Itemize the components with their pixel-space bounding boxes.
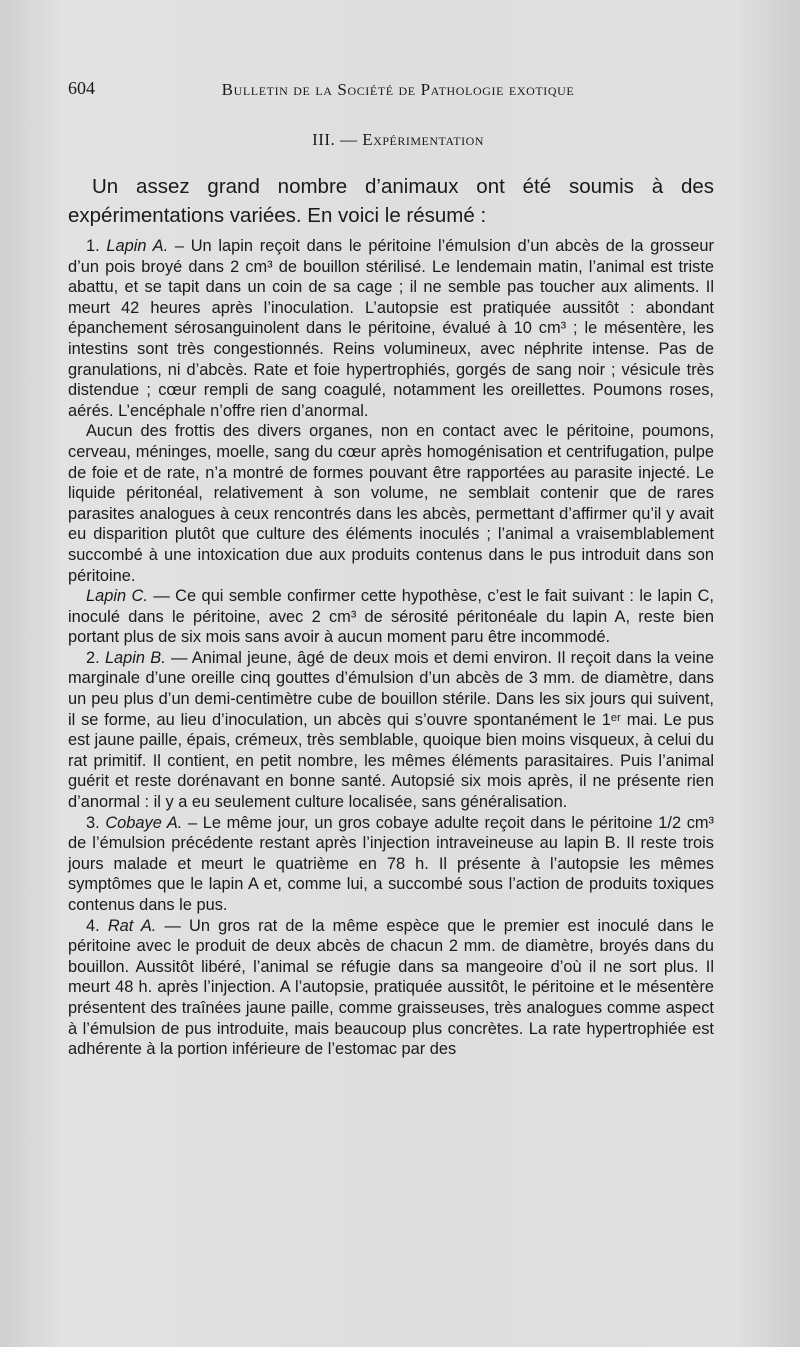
section-title: III. — Expérimentation: [312, 130, 484, 149]
paragraph-cobaye-a: [68, 813, 714, 916]
paragraph-text: — Un gros rat de la même espèce que le premier est inoculé dans le péritoine avec le produit de deux abcès de chacun 2 mm. de diamètre, broyés dans du bouillon. Aussitôt libéré, l’animal se réfugie dans sa mangeoire d’où il ne sort plus. Il meurt 48 h. après l’injection. A l’autopsie, pratiquée aussitôt, le péritoine et le mésentère présentent des traînées jaune paille, comme graisseuses, très analogues comme aspect à l’émulsion de pus introduite, mais beaucoup plus concrètes. La rate hypertrophiée est adhérente à la portion inférieure de l’estomac par des: [68, 916, 714, 1059]
page-number: 604: [68, 78, 95, 98]
paragraph-number: 4.: [86, 916, 108, 935]
paragraph-rat-a: [68, 916, 714, 1060]
paragraph-label: Lapin B.: [104, 648, 166, 667]
paragraph-text: – Le même jour, un gros cobaye adulte reçoit dans le péritoine 1/2 cm³ de l’émulsion précédente restant après l’injection intraveineuse au lapin B. Il reste trois jours malade et meurt le quatrième en 78 h. Il présente à l’autopsie les mêmes symptômes que le lapin A et, comme lui, a succombé sous l’action de produits toxiques contenus dans le pus.: [68, 813, 715, 914]
paragraph-label: Lapin A.: [106, 237, 169, 255]
intro-paragraph: Un assez grand nombre d’animaux ont été soumis à des expérimentations variées. En voici le résumé :: [68, 175, 714, 227]
paragraph-label: Rat A.: [107, 916, 157, 935]
paragraph-lapin-a: [68, 236, 714, 421]
body-text: [68, 236, 714, 1060]
paragraph-text: – Un lapin reçoit dans le péritoine l’émulsion d’un abcès de la grosseur d’un pois broyé dans 2 cm³ de bouillon stérilisé. Le lendemain matin, l’animal est triste abattu, et se tapit dans un coin de sa cage ; il ne semble pas toucher aux aliments. Il meurt 42 heures après l’inoculation. L’autopsie est pratiquée aussitôt : abondant épanchement sérosanguinolent dans le péritoine, évalué à 10 cm³ ; le mésentère, les intestins sont très congestionnés. Reins volumineux, avec néphrite intense. Pas de granulations, ni d’abcès. Rate et foie hypertrophiés, gorgés de sang noir ; vésicule très distendue ; cœur rempli de sang coagulé, notamment les oreillettes. Poumons roses, aérés. L’encéphale n’offre rien d’anormal.: [68, 237, 714, 420]
paragraph-label: Lapin C.: [86, 587, 148, 606]
page-header: [68, 78, 728, 108]
paragraph-label: Cobaye A.: [105, 813, 183, 832]
paragraph-number: 1.: [86, 237, 107, 255]
paragraph-lapin-b: [68, 648, 714, 813]
paragraph-number: 2.: [86, 648, 105, 667]
paragraph-text: — Animal jeune, âgé de deux mois et demi environ. Il reçoit dans la veine marginale d’une oreille cinq gouttes d’émulsion d’un abcès de 3 mm. de diamètre, dans un peu plus d’un demi-centimètre cube de bouillon stérile. Dans les six jours qui suivent, il se forme, au lieu d’inoculation, un abcès qui s’ouvre spontanément le 1ᵉʳ mai. Le pus est jaune paille, épais, crémeux, très semblable, quoique bien moins visqueux, à celui du rat primitif. Il contient, en petit nombre, les mêmes éléments parasitaires. Puis l’animal guérit et reste dorénavant en bonne santé. Autopsié six mois après, il ne présente rien d’anormal : il y a eu seulement culture localisée, sans généralisation.: [68, 648, 714, 812]
paragraph-lapin-c: [68, 586, 714, 648]
paragraph-number: 3.: [86, 813, 106, 832]
paragraph-text: — Ce qui semble confirmer cette hypothèse, c’est le fait suivant : le lapin C, inoculé dans le péritoine, avec 2 cm³ de sérosité péritonéale du lapin A, reste bien portant plus de six mois sans avoir à aucun moment paru être incommodé.: [68, 587, 714, 647]
paragraph-text: Aucun des frottis des divers organes, non en contact avec le péritoine, poumons, cerveau, méninges, moelle, sang du cœur après homogénisation et centrifugation, pulpe de foie et de rate, n’a montré de formes pouvant être rapportées au parasite injecté. Le liquide péritonéal, relativement à son volume, ne semblait contenir que de rares parasites analogues à ceux rencontrés dans les abcès, permettant d’affirmer qu’il y avait eu disparition plutôt que culture des éléments inoculés ; l’animal a vraisemblablement succombé à une intoxication due aux produits contenus dans le pus introduit dans son péritoine.: [68, 422, 714, 585]
paragraph-frottis: [68, 421, 714, 586]
running-title: Bulletin de la Société de Pathologie exotique: [221, 80, 575, 99]
